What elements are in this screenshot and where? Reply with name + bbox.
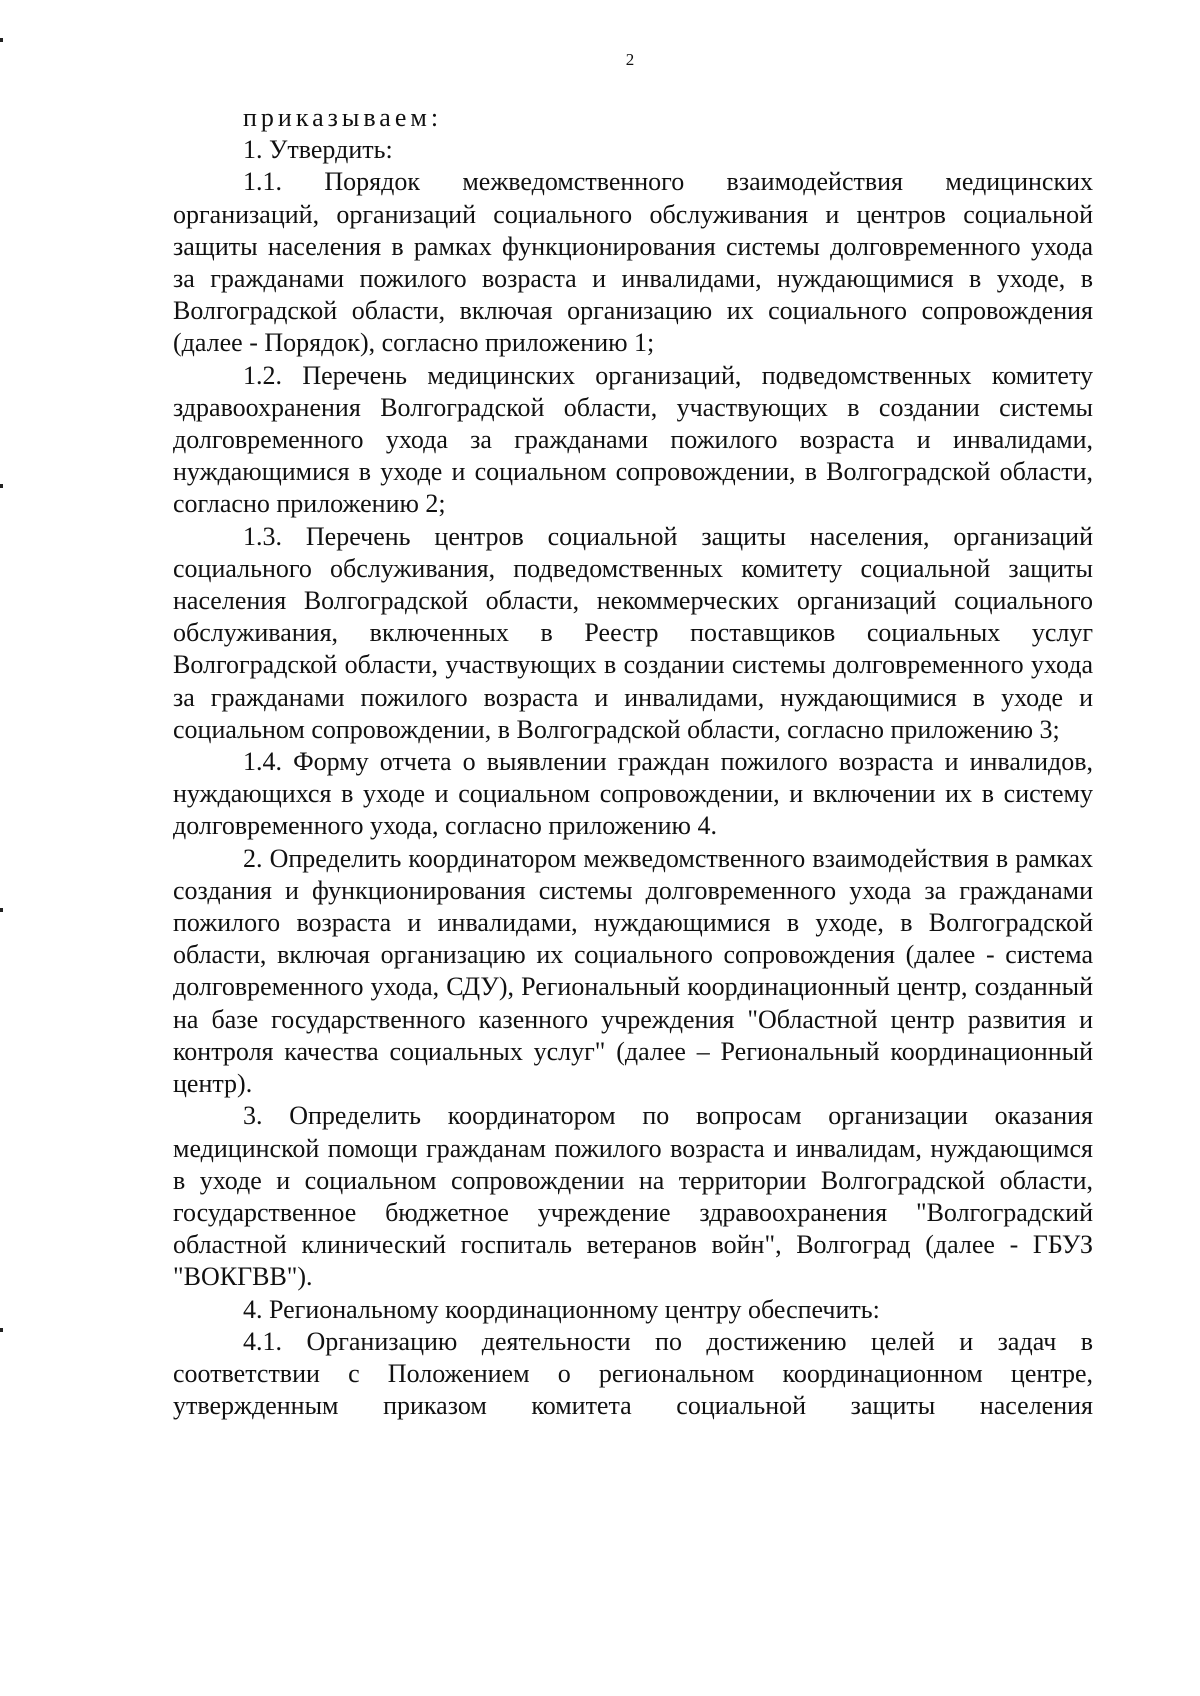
paragraph-2: 2. Определить координатором межведомственного взаимодействия в рамках создания и функционирования системы долговременного ухода за гражданами пожилого возраста и инвалидами, нуждающимися в уходе, в Волгоградской области, включая организацию их социального сопровождения (далее - система долговременного ухода, СДУ), Региональный координационный центр, созданный на базе государственного казенного учреждения "Областной центр развития и контроля качества социальных услуг" (далее – Региональный координационный центр). [173, 843, 1093, 1099]
scan-margin-mark [0, 38, 3, 42]
paragraph-1: 1. Утвердить: [243, 135, 393, 165]
paragraph-3: 3. Определить координатором по вопросам организации оказания медицинской помощи гражданам пожилого возраста и инвалидам, нуждающимся в уходе и социальном сопровождении на территории Волгоградской области, государственное бюджетное учреждение здравоохранения "Волгоградский областной клинический госпиталь ветеранов войн", Волгоград (далее - ГБУЗ "ВОКГВВ"). [173, 1101, 1093, 1292]
paragraph-4-1: 4.1. Организацию деятельности по достижению целей и задач в соответствии с Положением о региональном координационном центре, утвержденным приказом комитета социальной защиты населения [173, 1326, 1093, 1421]
paragraph-1-3: 1.3. Перечень центров социальной защиты населения, организаций социального обслуживания, подведомственных комитету социальной защиты населения Волгоградской области, некоммерческих организаций социального обслуживания, включенных в Реестр поставщиков социальных услуг Волгоградской области, участвующих в создании системы долговременного ухода за гражданами пожилого возраста и инвалидами, нуждающимися в уходе и социальном сопровождении, в Волгоградской области, согласно приложению 3; [173, 521, 1093, 744]
scan-margin-mark [0, 908, 3, 912]
scan-margin-mark [0, 484, 3, 488]
paragraph-1-2: 1.2. Перечень медицинских организаций, подведомственных комитету здравоохранения Волгоградской области, участвующих в создании системы долговременного ухода за гражданами пожилого возраста и инвалидами, нуждающимися в уходе и социальном сопровождении, в Волгоградской области, согласно приложению 2; [173, 360, 1093, 519]
page-number: 2 [625, 50, 635, 69]
document-body [173, 102, 1093, 1422]
paragraph-1-4: 1.4. Форму отчета о выявлении граждан пожилого возраста и инвалидов, нуждающихся в уходе и социальном сопровождении, и включении их в систему долговременного ухода, согласно приложению 4. [173, 747, 1093, 841]
paragraph-1-1: 1.1. Порядок межведомственного взаимодействия медицинских организаций, организаций социального обслуживания и центров социальной защиты населения в рамках функционирования системы долговременного ухода за гражданами пожилого возраста и инвалидами, нуждающимися в уходе, в Волгоградской области, включая организацию их социального сопровождения (далее - Порядок), согласно приложению 1; [173, 167, 1093, 358]
paragraph-order-word: приказываем: [243, 103, 443, 132]
paragraph-4: 4. Региональному координационному центру обеспечить: [243, 1294, 880, 1324]
scan-margin-mark [0, 1328, 3, 1332]
